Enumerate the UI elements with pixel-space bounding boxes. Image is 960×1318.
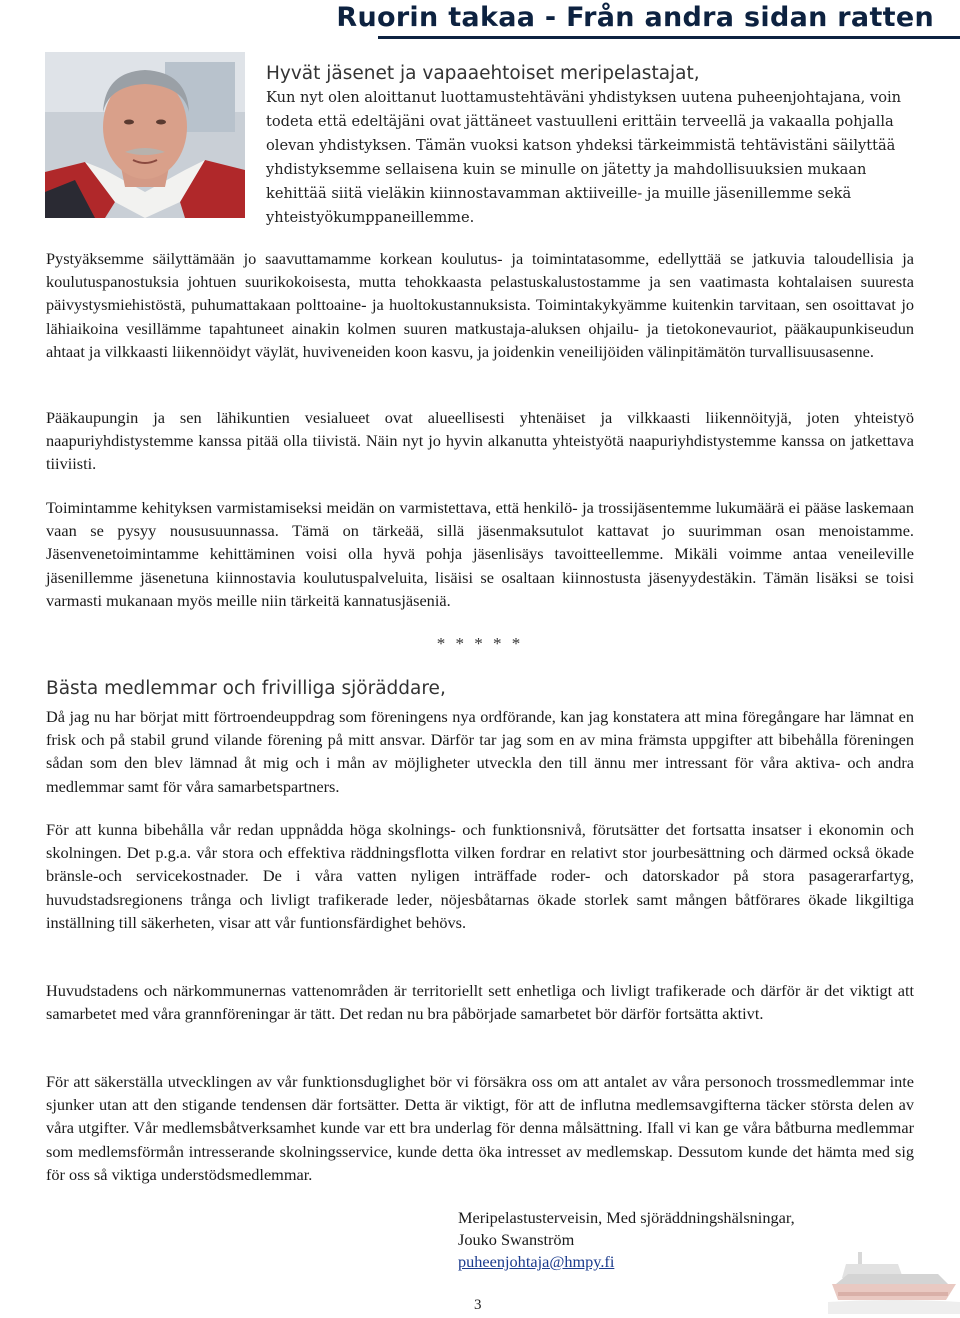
signoff <box>458 1207 795 1273</box>
intro-paragraph: Kun nyt olen aloittanut luottamustehtäväni yhdistyksen uutena puheenjohtajana, voin todeta että edeltäjäni ovat jättäneet vastuulleni erittäin terveellä ja vakaalla pohjalla olevan yhdistyksen. Tämän vuoksi katson yhdeksi tärkeimmistä tehtävistäni säilyttää yhdistyksemme sellaisena kuin se minulle on jätetty ja mahdollisuuksien mukaan kehittää siitä vieläkin kiinnostavamman aktiiveille- ja muille jäsenillemme sekä yhteistyökumppaneillemme. <box>266 89 902 226</box>
intro-finnish <box>266 62 926 230</box>
greeting-finnish: Hyvät jäsenet ja vapaaehtoiset meripelastajat, <box>266 63 700 84</box>
greeting-swedish: Bästa medlemmar och frivilliga sjöräddare, <box>46 678 446 699</box>
author-name: Jouko Swanström <box>458 1230 575 1249</box>
paragraph-fi-2: Pääkaupungin ja sen lähikuntien vesialueet ovat alueellisesti yhtenäiset ja vilkkaasti liikennöityjä, joten yhteistyö naapuriyhdistystemme kanssa pitää olla tiivistä. Näin nyt jo hyvin alkanutta yhteistyötä naapuriyhdistystemme kanssa on jatkettava tiiviisti. <box>46 408 914 474</box>
paragraph-sv-3: Huvudstadens och närkommunernas vattenområden är territoriellt sett enhetliga och livligt trafikerade och därför är det viktigt att samarbetet med våra grannföreningar är tätt. Det redan nu bra påbörjade samarbetet bör därför fortsätta aktivt. <box>46 981 914 1024</box>
section-separator: * * * * * <box>436 634 524 653</box>
page-number: 3 <box>474 1297 482 1313</box>
paragraph-sv-1: Då jag nu har börjat mitt förtroendeuppdrag som föreningens nya ordförande, kan jag konstatera att mina föregångare har lämnat en frisk och på stabil grund vilande förening på mitt ansvar. Därför tar jag som en av mina främsta uppgifter att bibehålla föreningen sådan som den blev lämnad åt mig och i mån av möjligheter utveckla den till ännu mer intressant för våra aktiva- och andra medlemmar samt för våra samarbetspartners. <box>46 707 914 796</box>
paragraph-fi-3: Toimintamme kehityksen varmistamiseksi meidän on varmistettava, että henkilö- ja trossijäsentemme lukumäärä ei pääse laskemaan vaan se pysyy noususuunnassa. Tämä on tärkeää, sillä jäsenmaksutulot kattavat jo suurimman osan menoistamme. Jäsenvenetoimintamme kehittäminen voisi olla hyvä pohja jäsenlisäys tavoitteellemme. Mikäli voimme antaa veneileville jäsenillemme jäsenetuna kiinnostavia koulutuspalveluita, lisäisi se osaltaan kiinnostusta jäsenyydestäkin. Tämän lisäksi se toisi varmasti mukanaan myös meille niin tärkeitä kannatusjäseniä. <box>46 498 914 610</box>
rescue-boat-illustration <box>828 1244 960 1314</box>
paragraph-fi-1: Pystyäksemme säilyttämään jo saavuttamamme korkean koulutus- ja toimintatasomme, edellyttää se jatkuvia taloudellisia ja koulutuspanostuksia johtuen suurikokoisesta, mutta tehokkaasta pelastuskalustostamme ja sen vaatimasta kohtalaisen suuresta päivystysmiehistöstä, puhumattakaan polttoaine- ja huoltokustannuksista. Toimintakykyämme kuitenkin tarvitaan, sen osoittavat jo lähiaikoina vesillämme tapahtuneet ainakin kolmen suuren matkustaja-aluksen ohjailu- ja tietokonevauriot, pääkaupunkiseudun ahtaat ja vilkkaasti liikennöidyt väylät, huviveneiden koon kasvu, ja joidenkin veneilijöiden välinpitämätön turvallisuusasenne. <box>46 249 914 361</box>
closing-line: Meripelastusterveisin, Med sjöräddningshälsningar, <box>458 1208 795 1227</box>
header-rule <box>378 36 960 39</box>
email-link[interactable]: puheenjohtaja@hmpy.fi <box>458 1252 615 1271</box>
chairman-photo <box>45 52 245 218</box>
page-title: Ruorin takaa - Från andra sidan ratten <box>336 2 934 33</box>
paragraph-sv-4: För att säkerställa utvecklingen av vår funktionsduglighet bör vi försäkra oss om att antalet av våra personoch trossmedlemmar inte sjunker utan att den stigande tendensen där fortsätter. Detta är viktigt, för att de influtna medlemsavgifterna täcker största delen av våra utgifter. Vår medlemsbåtverksamhet kunde var ett bra underlag för denna målsättning. Ifall vi kan ge våra båtburna medlemmar som medlemsförmån intresserande skolningsservice, kunde detta öka intresset av medlemskap. Dessutom kunde det hämta med sig för oss så viktiga understödsmedlemmar. <box>46 1072 914 1184</box>
paragraph-sv-2: För att kunna bibehålla vår redan uppnådda höga skolnings- och funktionsnivå, förutsätter det fortsatta insatser i ekonomin och skolningen. Det p.g.a. vår stora och effektiva räddningsflotta vilken fordrar en relativt stor jourbesättning och därmed också ökade bränsle-och servicekostnader. De i våra vatten nyligen inträffade roder- och datorskador på stora pasagerarfartyg, huvudstadsregionens trånga och livligt trafikerade leder, nöjesbåtarnas ökade storlek samt mången båtförares ökade likgiltiga inställning till säkerheten, visar att vår funtionsfärdighet behövs. <box>46 820 914 932</box>
